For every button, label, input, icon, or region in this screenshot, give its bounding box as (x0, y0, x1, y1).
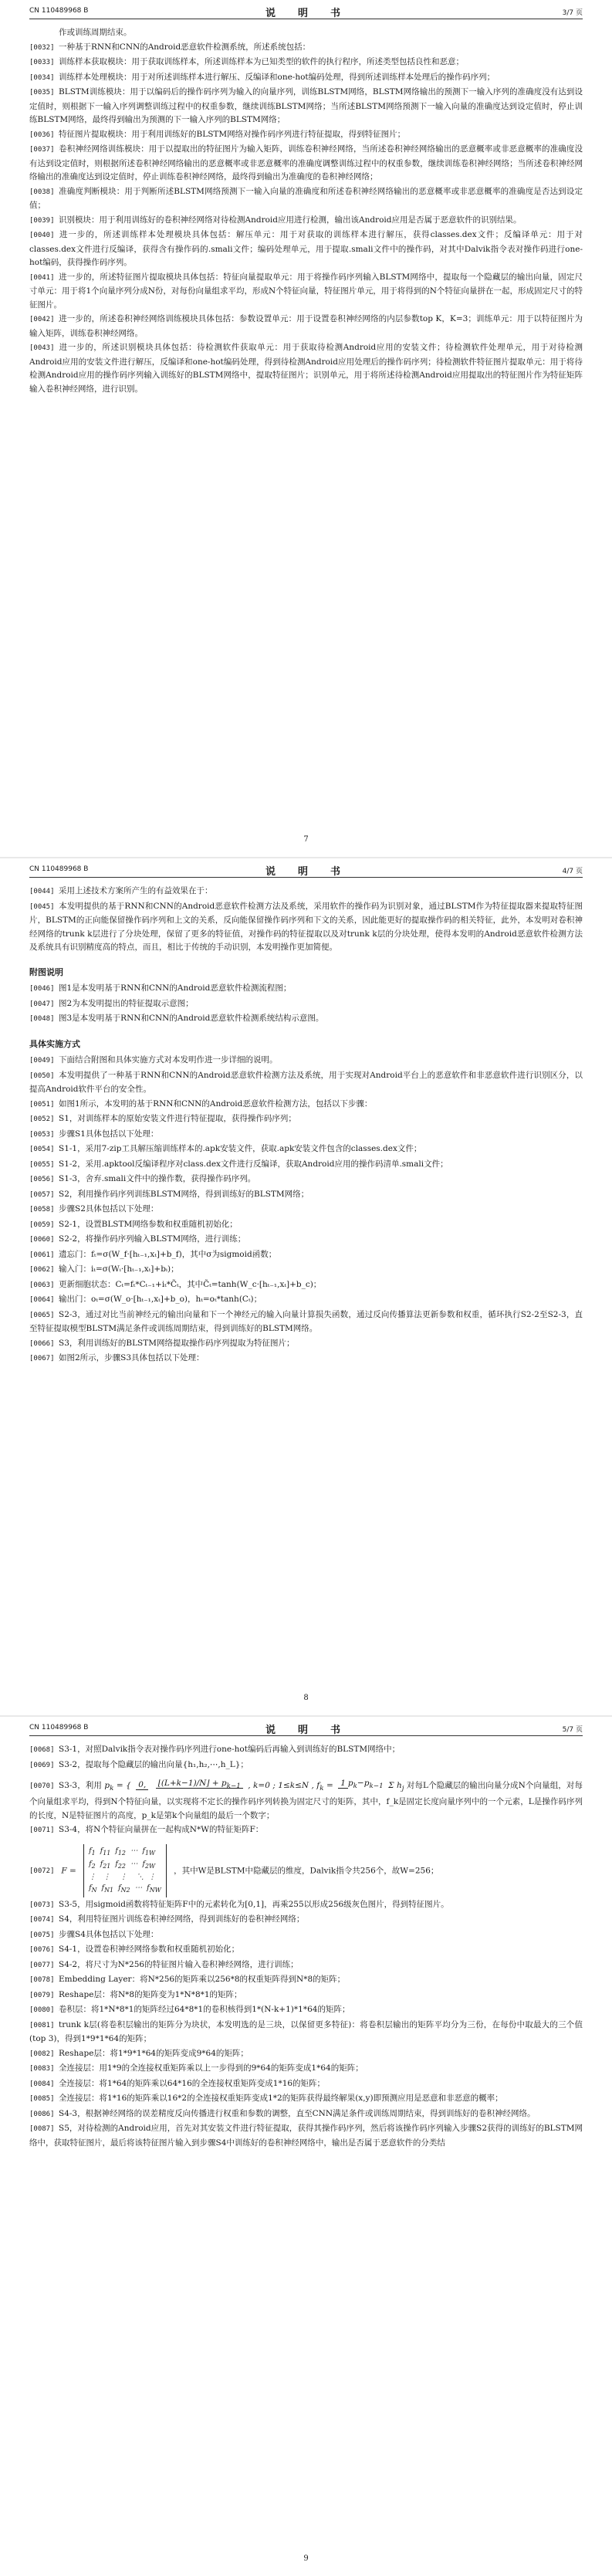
paragraph-text: 作或训练周期结束。 (59, 28, 132, 37)
paragraph (29, 341, 583, 396)
page-header-title: 说 明 书 (265, 866, 347, 878)
paragraph-text: S2，利用操作码序列训练BLSTM网络，得到训练好的BLSTM网络； (59, 1189, 309, 1199)
paragraph-number: [0078] (29, 1976, 55, 1985)
paragraph-text: S1-1，采用7-zip工具解压缩训练样本的.apk安装文件，获取.apk安装文件包含的classes.dex文件； (59, 1144, 422, 1153)
paragraph-text: 步骤S2具体包括以下处理： (59, 1204, 159, 1214)
paragraph (29, 56, 583, 70)
document-page-3 (0, 1717, 612, 2576)
paragraph-number: [0068] (29, 1746, 55, 1754)
paragraph-number: [0045] (29, 902, 55, 911)
section-heading-embodiments: 具体实施方式 (29, 1038, 80, 1049)
paragraph-number: [0076] (29, 1946, 55, 1955)
paragraph-number: [0060] (29, 1236, 55, 1244)
paragraph-text: 一种基于RNN和CNN的Android恶意软件检测系统，所述系统包括： (59, 42, 311, 52)
paragraph (29, 1128, 583, 1142)
paragraph-number: [0077] (29, 1961, 55, 1969)
paragraph (29, 1743, 583, 1758)
paragraph-text: 下面结合附图和具体实施方式对本发明作进一步详细的说明。 (59, 1055, 278, 1065)
paragraph (29, 1203, 583, 1217)
paragraph (29, 143, 583, 184)
paragraph (29, 2122, 583, 2150)
paragraph (29, 86, 583, 127)
paragraph-text: S1，对训练样本的原始安装文件进行特征提取，获得操作码序列； (59, 1114, 296, 1123)
paragraph-text: 更新细胞状态：Cₜ=fₜ*Cₜ₋₁+iₜ*C̃ₜ，其中C̃ₜ=tanh(W_c·[hₜ₋₁,xₜ]+b_c)； (59, 1279, 322, 1289)
paragraph (29, 1898, 583, 1913)
paragraph-text: S4-2，将尺寸为N*256的特征图片输入卷积神经网络，进行训练； (59, 1959, 299, 1969)
paragraph-text: Reshape层：将1*9*1*64的矩阵变成9*64的矩阵； (59, 2048, 249, 2058)
paragraph-number: [0059] (29, 1220, 55, 1229)
paragraph-text: Reshape层：将N*8的矩阵变为1*N*8*1的矩阵； (59, 1989, 242, 1999)
paragraph (29, 1337, 583, 1352)
paragraph-number: [0054] (29, 1146, 55, 1153)
paragraph-text: S4，利用特征图片训练卷积神经网络，得到训练好的卷积神经网络； (59, 1914, 305, 1924)
paragraph-number: [0056] (29, 1176, 55, 1183)
paragraph-0071: [0071] S3-4，将N个特征向量拼在一起构成N*W的特征矩阵F： (29, 1825, 264, 1835)
paragraph-number: [0037] (29, 146, 55, 154)
paragraph (29, 2092, 583, 2107)
feature-matrix: $f_1$ $f_{11}$ $f_{12}$ ⋯ $f_{1W}$ $f_2$ $f_{21}$ $f_{22}$ ⋯ $f_{2W}$ ⋮ ⋮ ⋮ ⋱ ⋮ $f_N$ $f_{N1}$ $f_{N2}$ ⋯ $f_{NW}$ (83, 1844, 167, 1897)
page-header (29, 863, 583, 878)
paragraph-number: [0063] (29, 1281, 55, 1289)
paragraph-text: S4-3，根据神经网络的误差精度反向传播进行权重和参数的调整，直至CNN满足条件或训练周期结束，得到训练好的卷积神经网络。 (59, 2108, 536, 2118)
paragraph-text: BLSTM训练模块：用于以编码后的操作码序列为输入的向量序列，训练BLSTM网络，BLSTM网络输出的预测下一输入序列的准确度没有达到设定值时，则根据下一输入序列调整训练过程中的权重参数，继续训练BLSTM网络；当所述BLSTM网络预测下一输入向量的准确度达到设定值时，停止训练BLSTM网络，最终得到输出为预测的下一输入序列的BLSTM网络； (29, 87, 583, 124)
paragraph-0072: [0072] $F = f_1$ $f_{11}$ $f_{12}$ ⋯ $f_{1W}$ $f_2$ $f_{21}$ $f_{22}$ ⋯ $f_{2W}$ ⋮ ⋮ ⋮ ⋱ ⋮ $f_N$ $f_{N1}$ $f_{N2}$ ⋯ $f_{NW}$ ，其中W是BLSTM中隐藏层的维度，Dalvik指令共256个，故W=256； (29, 1844, 583, 1897)
paragraph-number: [0040] (29, 232, 55, 239)
paragraph-number: [0049] (29, 1057, 55, 1065)
paragraph (29, 228, 583, 270)
paragraph-text: Embedding Layer：将N*256的矩阵乘以256*8的权重矩阵得到N*8的矩阵； (59, 1975, 346, 1985)
paragraph-number: [0036] (29, 130, 55, 139)
paragraph (29, 1958, 583, 1973)
paragraph-number: [0057] (29, 1190, 55, 1199)
paragraph-text: 特征图片提取模块：用于利用训练好的BLSTM网络对操作码序列进行特征提取，得到特征图片； (59, 129, 406, 139)
paragraph-number: [0033] (29, 59, 55, 66)
paragraph (29, 1293, 583, 1308)
paragraph-number: [0034] (29, 73, 55, 82)
paragraph-text: 本发明提供了一种基于RNN和CNN的Android恶意软件检测方法及系统，用于实现对Android平台上的恶意软件和非恶意软件进行识别区分，以提高Android软件平台的安全性。 (29, 1070, 583, 1094)
paragraph (29, 1263, 583, 1278)
paragraph-number: [0082] (29, 2050, 55, 2058)
page-header-title: 说 明 书 (265, 1725, 347, 1736)
paragraph (29, 2062, 583, 2077)
paragraph-number: [0087] (29, 2125, 55, 2134)
paragraph-number: [0061] (29, 1251, 55, 1259)
paragraph-text: 卷积神经网络训练模块：用于以提取出的特征图片为输入矩阵，训练卷积神经网络，当所述卷积神经网络输出的恶意概率或非恶意概率的准确度没有达到设定值时，则根据所述卷积神经网络输出的恶意概率或非恶意概率的准确度调整训练过程中的权重参数，继续训练卷积神经网络；当所述卷积神经网络输出的准确度达到设定值时，停止训练卷积神经网络，最终得到输出为准确度的卷积神经网络； (29, 144, 583, 181)
page-header (29, 5, 583, 19)
paragraph-number: [0046] (29, 985, 55, 993)
paragraph-number: [0038] (29, 188, 55, 196)
paragraph-text: S4-1，设置卷积神经网络参数和权重随机初始化； (59, 1945, 240, 1955)
paragraph (29, 185, 583, 213)
paragraph (29, 997, 583, 1012)
paragraph-number: [0065] (29, 1311, 55, 1319)
page-indicator: 3/7 页 (562, 9, 583, 17)
paragraph-text: 图3是本发明基于RNN和CNN的Android恶意软件检测系统结构示意图。 (59, 1014, 324, 1023)
paragraph-number: [0083] (29, 2065, 55, 2073)
paragraph (29, 885, 583, 899)
paragraph-text: 遗忘门：fₜ=σ(W_f·[hₜ₋₁,xₜ]+b_f)，其中σ为sigmoid函数； (59, 1249, 277, 1259)
paragraph-number: [0064] (29, 1296, 55, 1304)
page-number: 7 (303, 835, 309, 844)
paragraph-number: [0051] (29, 1100, 55, 1109)
paragraph-text: 本发明提供的基于RNN和CNN的Android恶意软件检测方法及系统，采用软件的操作码为识别对象，通过BLSTM作为特征提取器来提取特征图片，BLSTM的正向能保留操作码序列和上文的关系，反向能保留操作码序列和下文的关系，因此能更好的提取操作码的相关特征，此外，本发明对卷积神经网络的trunk k层进行了分块处理，保留了更多的特征值，对操作码的特征提取以及对trunk k层的分块处理，使得本发明的Android恶意软件检测方法及系统具有识别精度高的特点，而且，相比于传统的手动识别，本发明操作更加简便。 (29, 901, 583, 952)
paragraph-number: [0084] (29, 2080, 55, 2088)
paragraph-number: [0066] (29, 1339, 55, 1348)
paragraph (29, 26, 583, 40)
paragraph (29, 1188, 583, 1203)
paragraph-text: 全连接层：将1*64的矩阵乘以64*16的全连接权重矩阵变成1*16的矩阵； (59, 2078, 326, 2088)
paragraph-text: S3-1，对照Dalvik指令表对操作码序列进行one-hot编码后再输入到训练好的BLSTM网络中； (59, 1745, 401, 1754)
paragraph-number: [0080] (29, 2006, 55, 2015)
document-page-1 (0, 0, 612, 857)
paragraph (29, 313, 583, 340)
paragraph (29, 2003, 583, 2018)
paragraph-text: S1-3，舍弃.smali文件中的操作数，获得操作码序列。 (59, 1174, 256, 1183)
paragraph-number: [0079] (29, 1991, 55, 1999)
paragraph-number: [0052] (29, 1115, 55, 1123)
paragraph-text: S2-3，通过对比当前神经元的输出向量和下一个神经元的输入向量计算损失函数，通过反向传播算法更新参数和权重，循环执行S2-2至S2-3，直至特征提取模型BLSTM满足条件或训练周期结束，得到训练好的BLSTM网络。 (29, 1309, 583, 1333)
paragraph-number: [0062] (29, 1266, 55, 1274)
paragraph (29, 900, 583, 955)
feature-matrix-formula: F = (61, 1866, 76, 1876)
paragraph (29, 1233, 583, 1247)
paragraph (29, 1913, 583, 1928)
patent-number: CN 110489968 B (29, 7, 89, 15)
patent-number: CN 110489968 B (29, 865, 89, 873)
paragraph-text: 步骤S4具体包括以下处理： (59, 1929, 159, 1939)
paragraph-text: 训练样本处理模块：用于对所述训练样本进行解压、反编译和one-hot编码处理，得到所述训练样本处理后的操作码序列； (59, 72, 495, 82)
paragraph-number: [0032] (29, 43, 55, 52)
paragraph (29, 1928, 583, 1943)
paragraph-text: 图1是本发明基于RNN和CNN的Android恶意软件检测流程图； (59, 983, 292, 993)
paragraph (29, 2019, 583, 2046)
paragraph-number: [0074] (29, 1916, 55, 1924)
paragraph-text: 全连接层：将1*16的矩阵乘以16*2的全连接权重矩阵变成1*2的矩阵获得最终解果(x,y)即预测应用是恶意和非恶意的概率； (59, 2094, 503, 2104)
paragraph-text: S2-2，将操作码序列输入BLSTM网络，进行训练； (59, 1234, 246, 1244)
paragraph-text: 全连接层：用1*9的全连接权重矩阵乘以上一步得到的9*64的矩阵变成1*64的矩阵； (59, 2063, 363, 2073)
paragraph-text: S2-1，设置BLSTM网络参数和权重随机初始化； (59, 1219, 238, 1229)
paragraph-text: S1-2，采用.apktool反编译程序对class.dex文件进行反编译，获取Android应用的操作码清单.smali文件； (59, 1159, 448, 1169)
paragraph (29, 1069, 583, 1097)
patent-number: CN 110489968 B (29, 1724, 89, 1731)
paragraph-number: [0035] (29, 89, 55, 96)
paragraph-text: 识别模块：用于利用训练好的卷积神经网络对待检测Android应用进行检测，输出该Android应用是否属于恶意软件的识别结果。 (59, 215, 522, 225)
paragraph-text: 准确度判断模块：用于判断所述BLSTM网络预测下一输入向量的准确度和所述卷积神经网络输出的恶意概率或非恶意概率的准确度是否达到设定值； (29, 186, 583, 210)
paragraph (29, 71, 583, 86)
paragraph (29, 1158, 583, 1173)
paragraph-number: [0067] (29, 1355, 55, 1362)
paragraph (29, 1248, 583, 1263)
paragraph (29, 2107, 583, 2122)
paragraph-number: [0075] (29, 1931, 55, 1939)
paragraph-number: [0085] (29, 2095, 55, 2104)
paragraph-text: 进一步的，所述特征图片提取模块具体包括：特征向量提取单元：用于将操作码序列输入BLSTM网络中，提取每一个隐藏层的输出向量，固定尺寸单元：用于将1个向量序列分成N份，对每份向量组求平均，形成N个特征向量，特征图片单元，用于将得到的N个特征向量拼在一起，形成固定尺寸的特征图片。 (29, 272, 583, 310)
paragraph-number: [0058] (29, 1206, 55, 1214)
paragraph-number: [0069] (29, 1761, 55, 1769)
paragraph (29, 2077, 583, 2092)
paragraph-number: [0042] (29, 316, 55, 323)
paragraph-number: [0055] (29, 1160, 55, 1169)
paragraph (29, 1142, 583, 1157)
paragraph-text: S3，利用训练好的BLSTM网络提取操作码序列提取为特征图片； (59, 1338, 295, 1348)
paragraph-number: [0086] (29, 2110, 55, 2118)
page-indicator: 4/7 页 (562, 868, 583, 875)
paragraph-number: [0043] (29, 344, 55, 352)
paragraph-text: 如图2所示，步骤S3具体包括以下处理： (59, 1353, 205, 1362)
paragraph-number: [0047] (29, 1000, 55, 1008)
paragraph (29, 214, 583, 228)
paragraph-number: [0048] (29, 1015, 55, 1023)
page-number: 9 (303, 2554, 309, 2563)
paragraph-text: 进一步的，所述训练样本处理模块具体包括：解压单元：用于对获取的训练样本进行解压，获得classes.dex文件；反编译单元：用于对classes.dex文件进行反编译，获得含有操作码的.smali文件；编码处理单元，用于提取.smali文件中的操作码，对其中Dalvik指令表对操作码进行one-hot编码，获得操作码序列。 (29, 230, 583, 267)
page-body (29, 26, 583, 397)
document-page-2 (0, 858, 612, 1715)
paragraph-text: S3-5，用sigmoid函数将特征矩阵F中的元素转化为[0,1]，再乘255以形成256级灰色图片，得到特征图片。 (59, 1899, 449, 1909)
paragraph-text: 输出门：oₜ=σ(W_o·[hₜ₋₁,xₜ]+b_o)，hₜ=oₜ*tanh(Cₜ)； (59, 1295, 262, 1304)
paragraph-text: S3-2，提取每个隐藏层的输出向量{h₁,h₂,⋯,h_L}； (59, 1759, 249, 1769)
paragraph (29, 1308, 583, 1336)
paragraph-text: 输入门：iₜ=σ(Wᵢ·[hₜ₋₁,xₜ]+bᵢ)； (59, 1264, 179, 1274)
paragraph (29, 1218, 583, 1233)
paragraph-text: 进一步的，所述识别模块具体包括：待检测软件获取单元：用于获取待检测Android应用的安装文件；待检测软件处理单元，用于对待检测Android应用的安装文件进行解压，反编译和one-hot编码处理，得到待检测Android应用处理后的操作码序列；待检测软件特征图片提取单元：用于将待检测Android应用的操作码序列输入训练好的BLSTM网络中，提取特征图片；识别单元，用于将所述待检测Android应用提取出的特征图片作为特征矩阵输入卷积神经网络，进行识别。 (29, 343, 583, 394)
paragraph-number: [0081] (29, 2021, 55, 2029)
paragraph-number: [0039] (29, 216, 55, 225)
page-indicator: 5/7 页 (562, 1726, 583, 1734)
page-number: 8 (303, 1694, 309, 1702)
paragraph-text: 步骤S1具体包括以下处理： (59, 1129, 159, 1139)
section-heading-drawings: 附图说明 (29, 966, 63, 977)
paragraph-text: trunk k层(将卷积层输出的矩阵分为块状，本发明选的是三块，以保留更多特征)：将卷积层输出的矩阵平均分为三份，在每份中取最大的三个值(top 3)，得到1*9*1*64的矩阵； (29, 2019, 583, 2044)
paragraph (29, 1173, 583, 1187)
paragraph (29, 2047, 583, 2062)
paragraph (29, 271, 583, 313)
grouping-formula: $p_k$ = { 0, ⌊(L+k−1)/N⌋ + $p_{k-1}$ , k=0 ; 1≤k≤N , $f_k = 1$ $p_k-p_{k-1}$ Σ $h_j$ (104, 1779, 404, 1792)
paragraph-0070: [0070] S3-3，利用 $p_k$ = { 0, ⌊(L+k−1)/N⌋ + $p_{k-1}$ , k=0 ; 1≤k≤N , $f_k = 1$ $p_k-p_{k-1}$ Σ $h_j$ 对每L个隐藏层的输出向量分成N个向量组，对每个向量组求平均，得到N个特征向量，以实现将不定长的操作码序列转换为固定尺寸的矩阵，其中，f_k是固定长度向量序列中的一个元素，L是操作码序列的长度，N是特征图片的高度，p_k是第k个向量组的最后一个数字； (29, 1779, 583, 1820)
page-header-title: 说 明 书 (265, 8, 347, 19)
page-header (29, 1721, 583, 1736)
page-body (29, 885, 583, 1367)
paragraph-text: 图2为本发明提出的特征提取示意图； (59, 998, 194, 1008)
paragraph (29, 1973, 583, 1988)
paragraph (29, 1989, 583, 2003)
paragraph (29, 1098, 583, 1112)
paragraph (29, 1759, 583, 1773)
paragraph-number: [0053] (29, 1130, 55, 1139)
paragraph-text: 采用上述技术方案所产生的有益效果在于： (59, 886, 213, 895)
paragraph-text: 训练样本获取模块：用于获取训练样本，所述训练样本为已知类型的软件的执行程序，所述类型包括良性和恶意； (59, 57, 464, 66)
paragraph-text: 进一步的，所述卷积神经网络训练模块具体包括：参数设置单元：用于设置卷积神经网络的内层参数top K，K=3；训练单元：用于以特征图片为输入矩阵，训练卷积神经网络。 (29, 314, 583, 338)
paragraph-text: 卷积层：将1*N*8*1的矩阵经过64*8*1的卷积核得到1*(N-k+1)*1*64的矩阵； (59, 2005, 350, 2015)
paragraph-number: [0073] (29, 1901, 55, 1909)
paragraph-text: S5，对待检测的Android应用，首先对其安装文件进行特征提取，获得其操作码序列，然后将该操作码序列输入步骤S2获得的训练好的BLSTM网络中，获取特征图片，最后将该特征图片输入到步骤S4中训练好的卷积神经网络中，输出是否属于恶意软件的分类结 (29, 2124, 583, 2148)
paragraph-number: [0044] (29, 888, 55, 895)
paragraph-number: [0050] (29, 1071, 55, 1080)
paragraph-number: [0041] (29, 273, 55, 282)
paragraph (29, 1278, 583, 1293)
paragraph (29, 1012, 583, 1027)
paragraph (29, 982, 583, 997)
paragraph-text: 如图1所示，本发明的基于RNN和CNN的Android恶意软件检测方法，包括以下步骤： (59, 1098, 373, 1109)
paragraph (29, 41, 583, 56)
paragraph (29, 128, 583, 143)
paragraph (29, 1943, 583, 1958)
paragraph (29, 1352, 583, 1366)
page-body (29, 1743, 583, 2151)
paragraph (29, 1112, 583, 1127)
paragraph (29, 1054, 583, 1068)
